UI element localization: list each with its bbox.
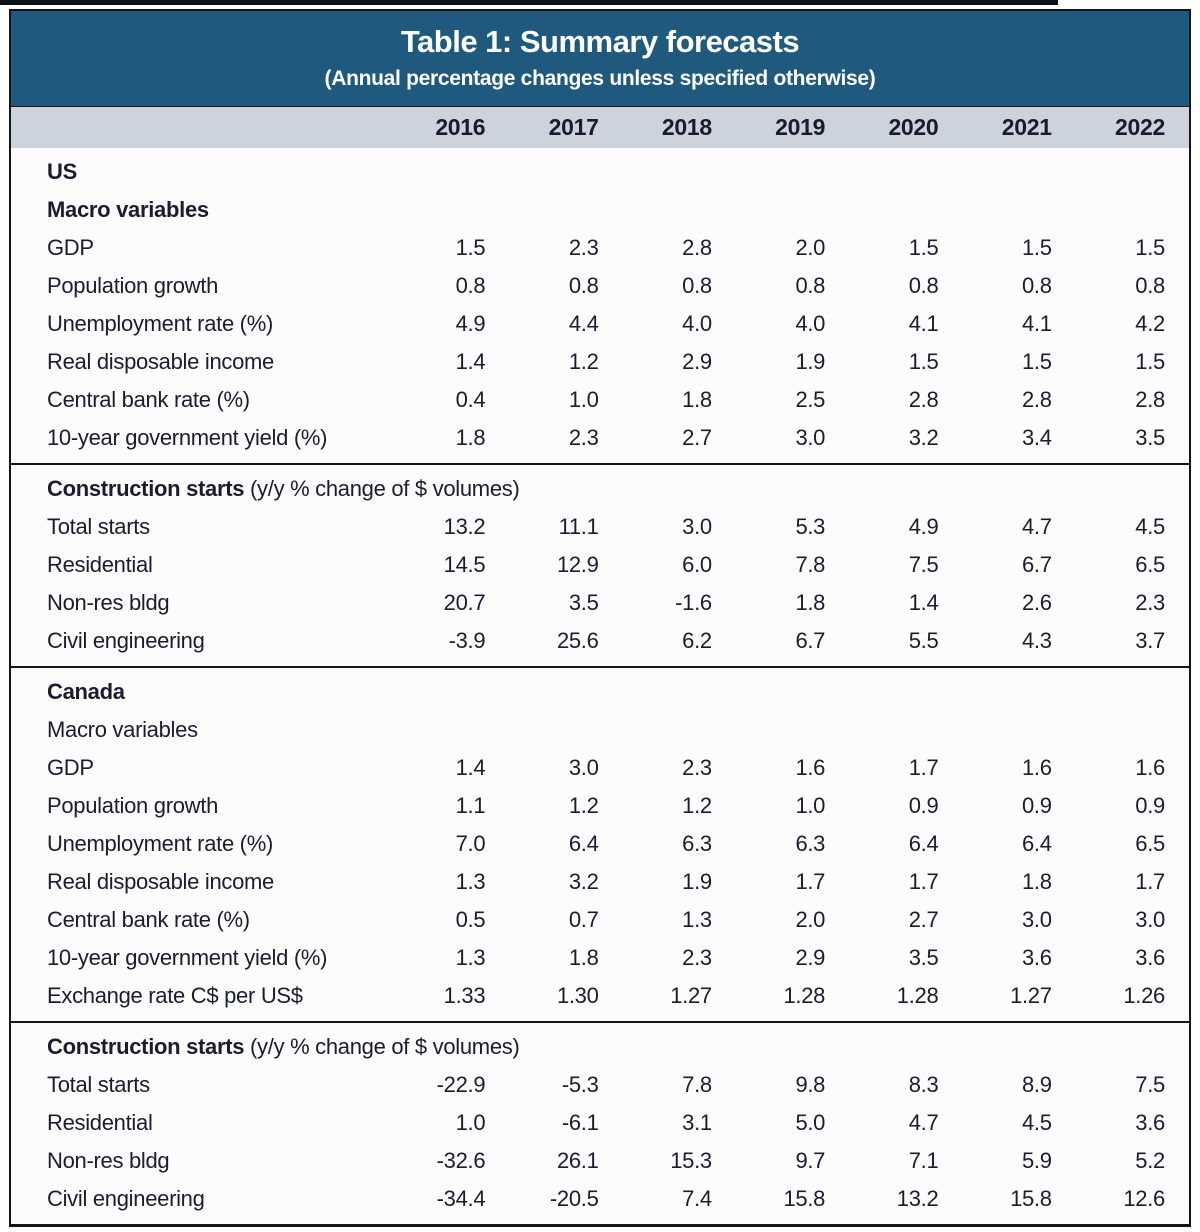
row-label: Central bank rate (%) (47, 387, 250, 412)
value-cell-2022: 4.5 (1135, 514, 1165, 539)
year-header-2022: 2022 (1115, 114, 1165, 140)
value-cell-2017: 1.8 (568, 945, 599, 970)
value-cell-2020: 4.7 (908, 1110, 939, 1135)
value-cell-2019: 1.8 (795, 590, 826, 615)
value-cell-2018: 0.8 (682, 273, 712, 298)
value-cell-2022: 0.9 (1135, 793, 1165, 818)
value-cell-2020: 8.3 (908, 1072, 939, 1097)
value-cell-2017: 2.3 (568, 425, 599, 450)
table-row (11, 508, 1189, 546)
value-cell-2016: 0.4 (455, 387, 486, 412)
scan-artifact-bar (0, 0, 1058, 5)
value-cell-2018: 2.9 (682, 349, 712, 374)
value-cell-2018: 7.4 (682, 1186, 712, 1211)
value-cell-2019: 2.0 (795, 235, 826, 260)
table-row (11, 1142, 1189, 1180)
table-row (11, 787, 1189, 825)
value-cell-2016: -34.4 (436, 1186, 486, 1211)
value-cell-2020: 0.8 (908, 273, 939, 298)
value-cell-2016: 1.1 (455, 793, 486, 818)
value-cell-2018: 1.8 (682, 387, 712, 412)
row-label: Real disposable income (47, 349, 274, 374)
value-cell-2016: 1.3 (455, 869, 486, 894)
row-label: Total starts (47, 1072, 150, 1097)
value-cell-2016: 1.5 (455, 235, 486, 260)
row-label-note: (y/y % change of $ volumes) (244, 476, 520, 501)
value-cell-2020: 3.5 (908, 945, 939, 970)
year-header-row (11, 107, 1189, 148)
row-label: Population growth (47, 793, 219, 818)
value-cell-2019: 1.7 (795, 869, 826, 894)
value-cell-2021: 3.0 (1022, 907, 1052, 932)
value-cell-2020: 2.7 (908, 907, 939, 932)
value-cell-2022: 6.5 (1135, 831, 1165, 856)
row-label: Non-res bldg (47, 590, 170, 615)
value-cell-2021: 2.8 (1022, 387, 1052, 412)
value-cell-2020: 6.4 (908, 831, 939, 856)
value-cell-2021: 4.5 (1022, 1110, 1052, 1135)
value-cell-2016: 1.0 (455, 1110, 486, 1135)
year-header-2020: 2020 (888, 114, 939, 140)
value-cell-2020: 1.7 (908, 869, 939, 894)
table-row (11, 153, 1189, 191)
table-row (11, 381, 1189, 419)
value-cell-2022: 5.2 (1135, 1148, 1165, 1173)
value-cell-2021: 1.6 (1022, 755, 1052, 780)
value-cell-2017: -20.5 (549, 1186, 599, 1211)
value-cell-2017: 3.0 (568, 755, 599, 780)
row-label: Central bank rate (%) (47, 907, 250, 932)
value-cell-2016: 1.3 (455, 945, 486, 970)
value-cell-2018: 2.7 (682, 425, 712, 450)
row-label: US (47, 159, 77, 184)
table-row (11, 584, 1189, 622)
value-cell-2019: 0.8 (795, 273, 826, 298)
value-cell-2019: 2.5 (795, 387, 826, 412)
value-cell-2018: 6.3 (682, 831, 712, 856)
value-cell-2016: 1.8 (455, 425, 486, 450)
value-cell-2021: 1.27 (1010, 983, 1052, 1008)
value-cell-2018: 15.3 (670, 1148, 712, 1173)
value-cell-2018: 4.0 (682, 311, 712, 336)
value-cell-2022: 1.26 (1123, 983, 1165, 1008)
value-cell-2018: 2.8 (682, 235, 712, 260)
row-label: Construction starts (y/y % change of $ volumes) (47, 476, 520, 501)
table-row (11, 546, 1189, 584)
row-label: Construction starts (y/y % change of $ volumes) (47, 1034, 520, 1059)
value-cell-2017: 25.6 (556, 628, 599, 653)
value-cell-2017: 3.5 (568, 590, 599, 615)
row-label: Population growth (47, 273, 219, 298)
value-cell-2020: 13.2 (896, 1186, 939, 1211)
value-cell-2017: 4.4 (568, 311, 599, 336)
value-cell-2019: 5.0 (795, 1110, 826, 1135)
row-label: Real disposable income (47, 869, 274, 894)
value-cell-2016: 1.33 (443, 983, 486, 1008)
value-cell-2017: 1.0 (568, 387, 599, 412)
value-cell-2022: 7.5 (1135, 1072, 1165, 1097)
value-cell-2020: 1.5 (908, 235, 939, 260)
value-cell-2019: 9.8 (795, 1072, 826, 1097)
value-cell-2016: 14.5 (443, 552, 486, 577)
row-label: Canada (47, 679, 125, 704)
table-row (11, 343, 1189, 381)
row-label: GDP (47, 755, 94, 780)
value-cell-2022: 1.6 (1135, 755, 1165, 780)
row-label: Unemployment rate (%) (47, 831, 274, 856)
value-cell-2019: 4.0 (795, 311, 826, 336)
value-cell-2016: 1.4 (455, 349, 486, 374)
value-cell-2019: 1.0 (795, 793, 826, 818)
value-cell-2019: 2.0 (795, 907, 826, 932)
value-cell-2019: 1.9 (795, 349, 826, 374)
table-row (11, 825, 1189, 863)
value-cell-2021: 4.3 (1022, 628, 1052, 653)
table-row (11, 673, 1189, 711)
value-cell-2016: -3.9 (448, 628, 486, 653)
row-label-note: (y/y % change of $ volumes) (244, 1034, 520, 1059)
value-cell-2021: 15.8 (1010, 1186, 1052, 1211)
value-cell-2017: 12.9 (556, 552, 599, 577)
value-cell-2017: 1.2 (568, 793, 599, 818)
value-cell-2018: 1.2 (682, 793, 712, 818)
value-cell-2021: 1.5 (1022, 349, 1052, 374)
row-label: Exchange rate C$ per US$ (47, 983, 303, 1008)
value-cell-2017: -6.1 (561, 1110, 599, 1135)
table-row (11, 749, 1189, 787)
value-cell-2020: 7.5 (908, 552, 939, 577)
value-cell-2017: 3.2 (568, 869, 599, 894)
table-row (11, 470, 1189, 508)
row-label: Total starts (47, 514, 150, 539)
value-cell-2018: 2.3 (682, 945, 712, 970)
row-label: 10-year government yield (%) (47, 425, 328, 450)
table-row (11, 1180, 1189, 1218)
value-cell-2016: 1.4 (455, 755, 486, 780)
table-row (11, 305, 1189, 343)
value-cell-2016: 0.8 (455, 273, 486, 298)
value-cell-2022: 1.5 (1135, 235, 1165, 260)
value-cell-2022: 3.0 (1135, 907, 1165, 932)
year-header-2016: 2016 (435, 114, 486, 140)
value-cell-2016: 0.5 (455, 907, 486, 932)
value-cell-2018: 3.1 (682, 1110, 712, 1135)
row-label: Civil engineering (47, 628, 205, 653)
value-cell-2021: 4.1 (1022, 311, 1052, 336)
row-label: Residential (47, 1110, 153, 1135)
value-cell-2022: 0.8 (1135, 273, 1165, 298)
table-row (11, 977, 1189, 1015)
value-cell-2021: 5.9 (1022, 1148, 1052, 1173)
section-canada-construction (11, 1021, 1189, 1224)
value-cell-2018: 3.0 (682, 514, 712, 539)
value-cell-2022: 4.2 (1135, 311, 1165, 336)
value-cell-2020: 0.9 (908, 793, 939, 818)
value-cell-2020: 1.4 (908, 590, 939, 615)
year-header-2019: 2019 (775, 114, 826, 140)
value-cell-2022: 6.5 (1135, 552, 1165, 577)
table-row (11, 229, 1189, 267)
value-cell-2022: 12.6 (1123, 1186, 1165, 1211)
value-cell-2020: 4.9 (908, 514, 939, 539)
value-cell-2019: 9.7 (795, 1148, 826, 1173)
value-cell-2019: 6.3 (795, 831, 826, 856)
value-cell-2020: 1.5 (908, 349, 939, 374)
value-cell-2017: 11.1 (558, 514, 599, 539)
value-cell-2021: 1.5 (1022, 235, 1052, 260)
value-cell-2020: 4.1 (908, 311, 939, 336)
value-cell-2021: 0.8 (1022, 273, 1052, 298)
value-cell-2017: 26.1 (556, 1148, 599, 1173)
value-cell-2020: 1.7 (908, 755, 939, 780)
value-cell-2018: 1.27 (670, 983, 712, 1008)
value-cell-2021: 6.4 (1022, 831, 1052, 856)
value-cell-2017: 6.4 (568, 831, 599, 856)
value-cell-2022: 3.6 (1135, 945, 1165, 970)
value-cell-2016: -32.6 (436, 1148, 486, 1173)
value-cell-2019: 5.3 (795, 514, 826, 539)
value-cell-2019: 3.0 (795, 425, 826, 450)
value-cell-2016: 20.7 (443, 590, 486, 615)
value-cell-2016: 7.0 (455, 831, 486, 856)
value-cell-2022: 1.5 (1135, 349, 1165, 374)
value-cell-2021: 1.8 (1022, 869, 1052, 894)
table-row (11, 1066, 1189, 1104)
table-header-band (11, 11, 1189, 107)
value-cell-2018: 2.3 (682, 755, 712, 780)
value-cell-2021: 6.7 (1022, 552, 1052, 577)
table-row (11, 622, 1189, 660)
value-cell-2019: 6.7 (795, 628, 826, 653)
section-canada-macro (11, 666, 1189, 1021)
value-cell-2019: 2.9 (795, 945, 826, 970)
value-cell-2017: 1.30 (556, 983, 599, 1008)
value-cell-2021: 4.7 (1022, 514, 1052, 539)
table-subtitle: (Annual percentage changes unless specified otherwise) (324, 67, 876, 90)
value-cell-2022: 1.7 (1135, 869, 1165, 894)
table-row (11, 901, 1189, 939)
value-cell-2020: 5.5 (908, 628, 939, 653)
value-cell-2021: 3.4 (1022, 425, 1052, 450)
value-cell-2019: 15.8 (783, 1186, 826, 1211)
value-cell-2018: 1.3 (682, 907, 712, 932)
value-cell-2018: -1.6 (675, 590, 712, 615)
value-cell-2016: 4.9 (455, 311, 486, 336)
value-cell-2018: 1.9 (682, 869, 712, 894)
value-cell-2020: 1.28 (896, 983, 939, 1008)
row-label: Civil engineering (47, 1186, 205, 1211)
value-cell-2021: 2.6 (1022, 590, 1052, 615)
year-header-2017: 2017 (548, 114, 599, 140)
value-cell-2020: 7.1 (908, 1148, 939, 1173)
row-label: Macro variables (47, 717, 198, 742)
summary-forecasts-table (9, 9, 1191, 1227)
year-header-2021: 2021 (1001, 114, 1052, 140)
value-cell-2016: -22.9 (436, 1072, 486, 1097)
value-cell-2017: 1.2 (568, 349, 599, 374)
value-cell-2019: 1.6 (795, 755, 826, 780)
value-cell-2021: 0.9 (1022, 793, 1052, 818)
value-cell-2018: 7.8 (682, 1072, 712, 1097)
value-cell-2022: 3.6 (1135, 1110, 1165, 1135)
value-cell-2021: 8.9 (1022, 1072, 1052, 1097)
table-row (11, 191, 1189, 229)
value-cell-2022: 3.5 (1135, 425, 1165, 450)
row-label: Residential (47, 552, 153, 577)
table-row (11, 267, 1189, 305)
row-label: 10-year government yield (%) (47, 945, 328, 970)
row-label: Unemployment rate (%) (47, 311, 274, 336)
table-row (11, 1104, 1189, 1142)
value-cell-2021: 3.6 (1022, 945, 1052, 970)
section-us-macro (11, 148, 1189, 463)
value-cell-2018: 6.2 (682, 628, 712, 653)
row-label: GDP (47, 235, 94, 260)
value-cell-2019: 1.28 (783, 983, 826, 1008)
table-body (11, 148, 1189, 1224)
value-cell-2017: -5.3 (561, 1072, 599, 1097)
value-cell-2017: 2.3 (568, 235, 599, 260)
table-row (11, 939, 1189, 977)
value-cell-2020: 2.8 (908, 387, 939, 412)
value-cell-2017: 0.7 (568, 907, 599, 932)
value-cell-2022: 2.8 (1135, 387, 1165, 412)
value-cell-2016: 13.2 (443, 514, 486, 539)
table-row (11, 863, 1189, 901)
section-us-construction (11, 463, 1189, 666)
table-title: Table 1: Summary forecasts (400, 24, 800, 59)
year-header-2018: 2018 (661, 114, 712, 140)
value-cell-2019: 7.8 (795, 552, 826, 577)
value-cell-2018: 6.0 (682, 552, 712, 577)
row-label: Non-res bldg (47, 1148, 170, 1173)
table-row (11, 711, 1189, 749)
value-cell-2022: 3.7 (1135, 628, 1165, 653)
value-cell-2020: 3.2 (908, 425, 939, 450)
value-cell-2022: 2.3 (1135, 590, 1165, 615)
row-label: Macro variables (47, 197, 209, 222)
value-cell-2017: 0.8 (568, 273, 599, 298)
table-row (11, 419, 1189, 457)
table-row (11, 1028, 1189, 1066)
